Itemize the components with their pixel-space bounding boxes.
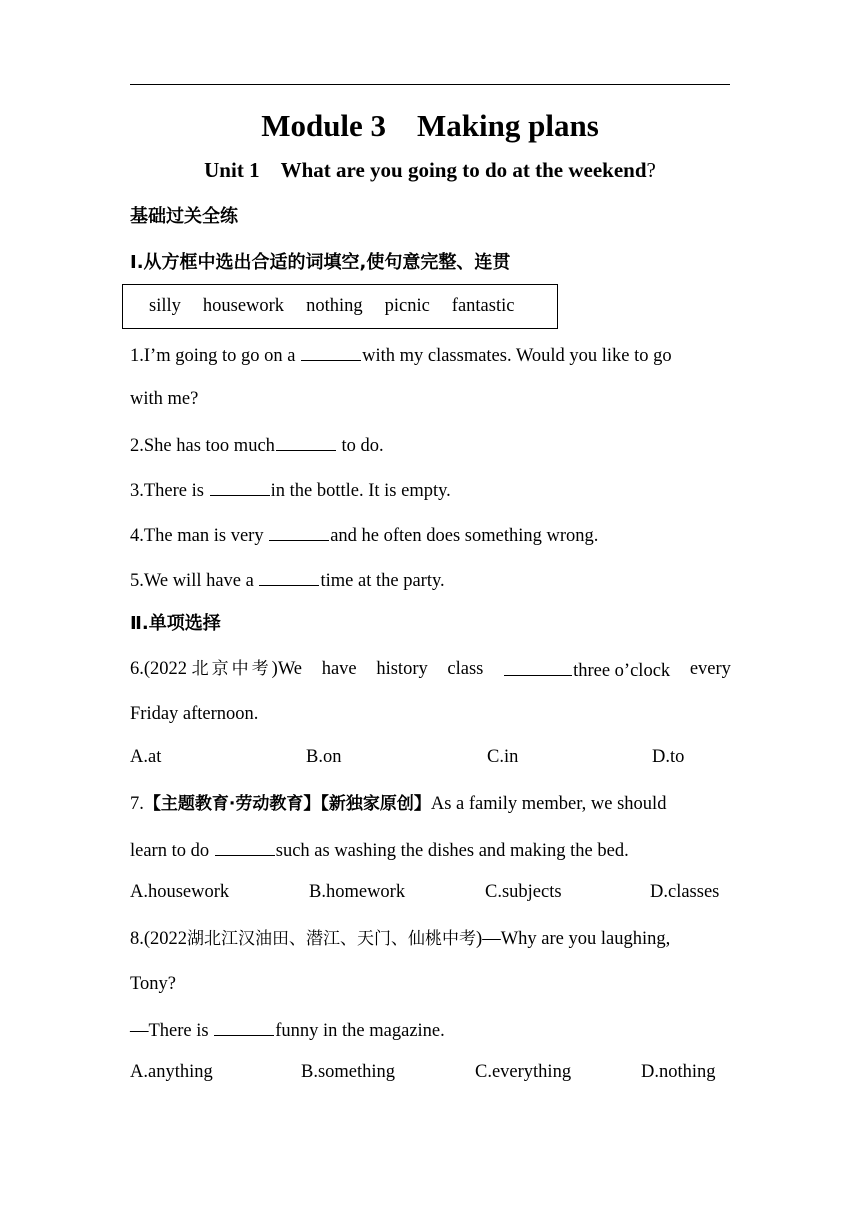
word-option: nothing (306, 296, 363, 316)
choice-a[interactable]: A.housework (130, 882, 230, 902)
answer-blank[interactable] (259, 567, 319, 586)
answer-blank[interactable] (504, 657, 572, 676)
top-rule (130, 84, 730, 85)
choice-c[interactable]: C.everything (475, 1062, 572, 1082)
unit-title (0, 158, 860, 183)
source-tag: 湖北江汉油田、潜江、天门、仙桃中考 (187, 929, 477, 949)
question-2: 2.She has too much to do. (130, 432, 384, 458)
choice-a[interactable]: A.at (130, 747, 162, 767)
part1-heading: Ⅰ.从方框中选出合适的词填空,使句意完整、连贯 (130, 252, 511, 273)
answer-blank[interactable] (214, 1017, 274, 1036)
question-8: 8.(2022湖北江汉油田、潜江、天门、仙桃中考)—Why are you laughing, (130, 929, 671, 949)
question-8-reply: —There is funny in the magazine. (130, 1017, 445, 1043)
original-tag: 【新独家原创】 (320, 794, 431, 814)
choice-c[interactable]: C.in (487, 747, 519, 767)
word-option: fantastic (451, 296, 515, 316)
word-option: picnic (384, 296, 430, 316)
question-6-cont: Friday afternoon. (130, 704, 259, 724)
question-8-cont: Tony? (130, 974, 176, 994)
choice-d[interactable]: D.classes (650, 882, 720, 902)
answer-blank[interactable] (301, 342, 361, 361)
source-tag: 北京中考 (191, 659, 272, 679)
question-3: 3.There is in the bottle. It is empty. (130, 477, 451, 503)
module-title: Module 3 Making plans (261, 108, 599, 143)
answer-blank[interactable] (210, 477, 270, 496)
part2-heading: Ⅱ.单项选择 (130, 613, 221, 634)
choice-d[interactable]: D.nothing (641, 1062, 716, 1082)
answer-blank[interactable] (215, 837, 275, 856)
choice-b[interactable]: B.something (301, 1062, 396, 1082)
section-basic: 基础过关全练 (130, 206, 238, 227)
question-7-cont: learn to do such as washing the dishes and making the bed. (130, 837, 629, 863)
question-1-cont: with me? (130, 389, 199, 409)
answer-blank[interactable] (269, 522, 329, 541)
word-option: silly (149, 296, 181, 316)
question-6: 6.(2022 北京中考)We have history class three o’clock every (130, 659, 731, 681)
question-5: 5.We will have a time at the party. (130, 567, 445, 593)
answer-blank[interactable] (276, 432, 336, 451)
word-option: housework (202, 296, 285, 316)
unit-label: Unit 1 (204, 158, 260, 182)
question-7: 7.【主题教育·劳动教育】【新独家原创】As a family member, we should (130, 794, 667, 814)
choice-d[interactable]: D.to (652, 747, 685, 767)
question-1: 1.I’m going to go on a with my classmates. Would you like to go (130, 342, 672, 368)
word-box (122, 284, 558, 329)
choice-c[interactable]: C.subjects (485, 882, 562, 902)
question-4: 4.The man is very and he often does something wrong. (130, 522, 598, 548)
unit-question-mark: ? (646, 158, 656, 182)
choice-b[interactable]: B.on (306, 747, 342, 767)
theme-tag: 【主题教育·劳动教育】 (143, 794, 321, 814)
unit-question: What are you going to do at the weekend (280, 158, 647, 182)
choice-b[interactable]: B.homework (309, 882, 406, 902)
choice-a[interactable]: A.anything (130, 1062, 213, 1082)
